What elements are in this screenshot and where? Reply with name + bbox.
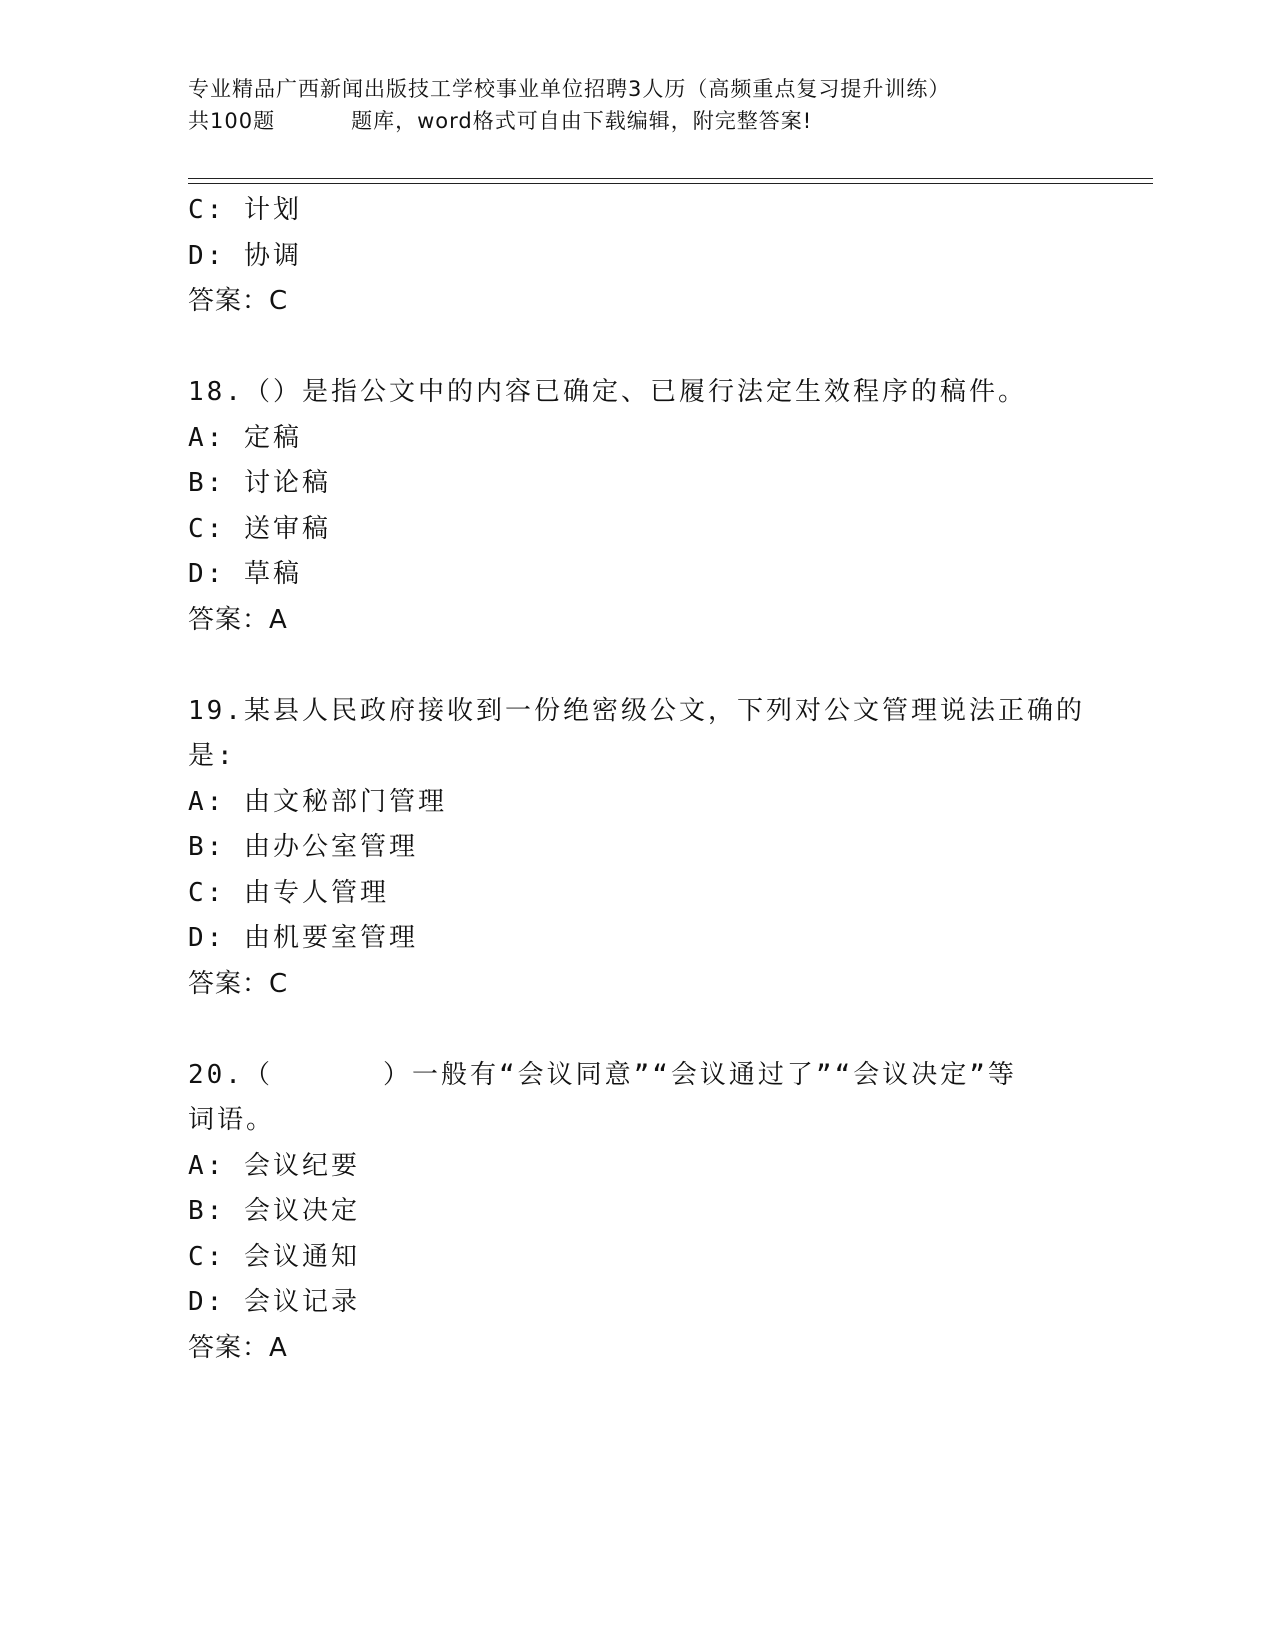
header-divider-top xyxy=(188,178,1153,179)
option-c: C: 计划 xyxy=(188,195,302,225)
question-20 xyxy=(188,1053,1088,1372)
answer-text: 答案：A xyxy=(188,1332,288,1363)
option-b: B: 由办公室管理 xyxy=(188,832,418,862)
question-number: 20.（ xyxy=(188,1059,273,1090)
answer-text: 答案：A xyxy=(188,604,288,635)
header-question-count: 共100题 xyxy=(188,109,276,133)
option-c: C: 会议通知 xyxy=(188,1241,360,1272)
question-stem-text: ）一般有“会议同意”“会议通过了”“会议决定”等 xyxy=(382,1059,1017,1090)
option-d: D: 由机要室管理 xyxy=(188,923,418,953)
page-header xyxy=(188,73,1148,137)
header-description: 题库，word格式可自由下载编辑，附完整答案! xyxy=(351,109,813,133)
option-b: B: 会议决定 xyxy=(188,1196,360,1226)
question-stem-continued: 是: xyxy=(188,741,236,771)
option-b: B: 讨论稿 xyxy=(188,468,331,498)
header-divider-bottom xyxy=(188,183,1153,184)
question-stem xyxy=(188,1053,1088,1099)
question-stem-continued: 词语。 xyxy=(188,1105,276,1135)
option-d: D: 会议记录 xyxy=(188,1287,360,1317)
option-a: A: 定稿 xyxy=(188,422,302,453)
option-c: C: 送审稿 xyxy=(188,513,331,544)
question-19 xyxy=(188,689,1088,1008)
question-18 xyxy=(188,370,1088,643)
option-a: A: 由文秘部门管理 xyxy=(188,786,447,817)
question-stem: 19.某县人民政府接收到一份绝密级公文，下列对公文管理说法正确的 xyxy=(188,695,1085,726)
question-17-tail xyxy=(188,188,1088,325)
header-subtitle xyxy=(188,105,1148,137)
option-a: A: 会议纪要 xyxy=(188,1150,360,1181)
option-c: C: 由专人管理 xyxy=(188,877,389,908)
option-d: D: 草稿 xyxy=(188,559,302,589)
option-d: D: 协调 xyxy=(188,240,302,271)
answer-text: 答案：C xyxy=(188,286,289,316)
question-list xyxy=(188,188,1088,1371)
answer-text: 答案：C xyxy=(188,968,289,999)
header-title: 专业精品广西新闻出版技工学校事业单位招聘3人历（高频重点复习提升训练） xyxy=(188,77,951,101)
question-stem: 18.（）是指公文中的内容已确定、已履行法定生效程序的稿件。 xyxy=(188,377,1027,407)
